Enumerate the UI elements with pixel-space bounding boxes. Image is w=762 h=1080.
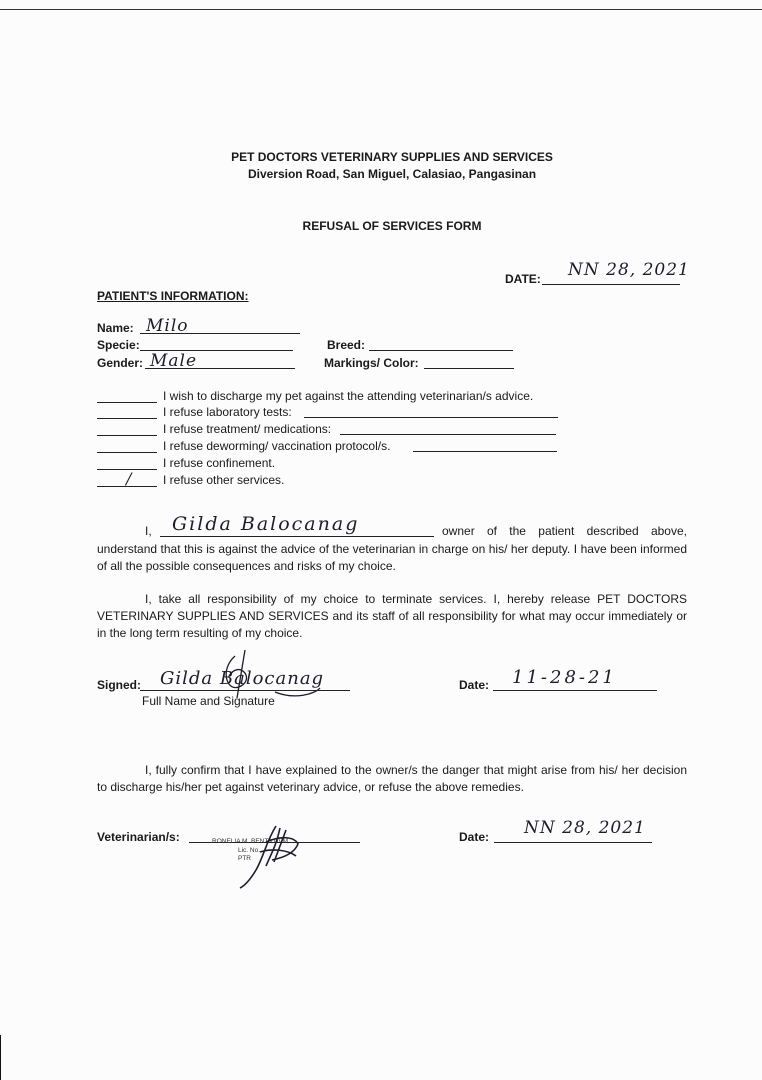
vet-stamp-ptr: PTR bbox=[238, 855, 251, 862]
owner-name-value: Gilda Balocanag bbox=[172, 513, 360, 535]
top-date-label: DATE: bbox=[505, 272, 541, 286]
vet-stamp-name: RONELIA M. BENTA DVM bbox=[212, 838, 289, 845]
business-address: Diversion Road, San Miguel, Calasiao, Pangasinan bbox=[247, 167, 537, 181]
signature-caption: Full Name and Signature bbox=[142, 694, 275, 708]
scan-left-edge-line bbox=[0, 1035, 1, 1080]
veterinarian-label: Veterinarian/s: bbox=[97, 830, 180, 844]
option-text: I refuse treatment/ medications: bbox=[163, 422, 332, 436]
scan-top-edge-line bbox=[0, 9, 762, 10]
vet-date-value: NN 28, 2021 bbox=[524, 818, 646, 838]
option-mark: / bbox=[126, 469, 133, 488]
option-text: I wish to discharge my pet against the attending veterinarian/s advice. bbox=[163, 389, 534, 403]
vet-signature-mark bbox=[236, 822, 306, 892]
business-name: PET DOCTORS VETERINARY SUPPLIES AND SERVICES bbox=[231, 150, 553, 164]
option-blank[interactable] bbox=[97, 422, 157, 436]
vet-stamp-lic: Lic. No. bbox=[238, 847, 261, 854]
owner-statement-line1: owner of the patient described above, bbox=[442, 524, 687, 538]
specie-label: Specie: bbox=[97, 338, 140, 352]
signed-label: Signed: bbox=[97, 678, 141, 692]
owner-date-value: 11-28-21 bbox=[512, 667, 617, 688]
gender-label: Gender: bbox=[97, 356, 144, 370]
owner-date-label: Date: bbox=[459, 678, 490, 692]
option-detail-line[interactable] bbox=[413, 451, 557, 452]
owner-statement-body: understand that this is against the advice of the veterinarian in charge on his/ her deputy. I have been informed of all the possible consequences and risks of my choice. bbox=[97, 542, 687, 573]
option-blank[interactable] bbox=[97, 405, 157, 419]
gender-value: Male bbox=[150, 351, 198, 371]
owner-signature-value: Gilda Balocanag bbox=[160, 668, 325, 689]
markings-line bbox=[424, 368, 514, 369]
option-blank[interactable] bbox=[97, 456, 157, 470]
option-detail-line[interactable] bbox=[340, 434, 556, 435]
form-title: REFUSAL OF SERVICES FORM bbox=[302, 219, 482, 233]
vet-date-line[interactable] bbox=[494, 842, 652, 843]
owner-name-line[interactable] bbox=[160, 536, 434, 537]
vet-date-label: Date: bbox=[459, 830, 490, 844]
option-text: I refuse confinement. bbox=[163, 456, 276, 470]
owner-statement-prefix: I, bbox=[145, 524, 152, 538]
name-value: Milo bbox=[146, 316, 189, 336]
option-text: I refuse deworming/ vaccination protocol/s. bbox=[163, 439, 391, 453]
top-date-value: NN 28, 2021 bbox=[568, 260, 690, 280]
option-blank[interactable] bbox=[97, 389, 157, 403]
option-text: I refuse other services. bbox=[163, 473, 285, 487]
name-label: Name: bbox=[97, 321, 134, 335]
top-date-line bbox=[542, 284, 680, 285]
responsibility-statement: I, take all responsibility of my choice to terminate services. I, hereby release PET DOCTORS VETERINARY SUPPLIES AND SERVICES and its staff of all responsibility for what may occur immediately or in the long term resulting of my choice. bbox=[97, 592, 687, 640]
option-detail-line[interactable] bbox=[304, 417, 558, 418]
breed-line bbox=[369, 350, 513, 351]
patient-section-title: PATIENT'S INFORMATION: bbox=[97, 289, 249, 303]
markings-label: Markings/ Color: bbox=[324, 356, 419, 370]
option-blank[interactable] bbox=[97, 439, 157, 453]
owner-date-line[interactable] bbox=[493, 690, 657, 691]
vet-statement: I, fully confirm that I have explained to the owner/s the danger that might arise from his/ her decision to discharge his/her pet against veterinary advice, or refuse the above remedies. bbox=[97, 763, 687, 794]
option-text: I refuse laboratory tests: bbox=[163, 405, 292, 419]
breed-label: Breed: bbox=[327, 338, 366, 352]
